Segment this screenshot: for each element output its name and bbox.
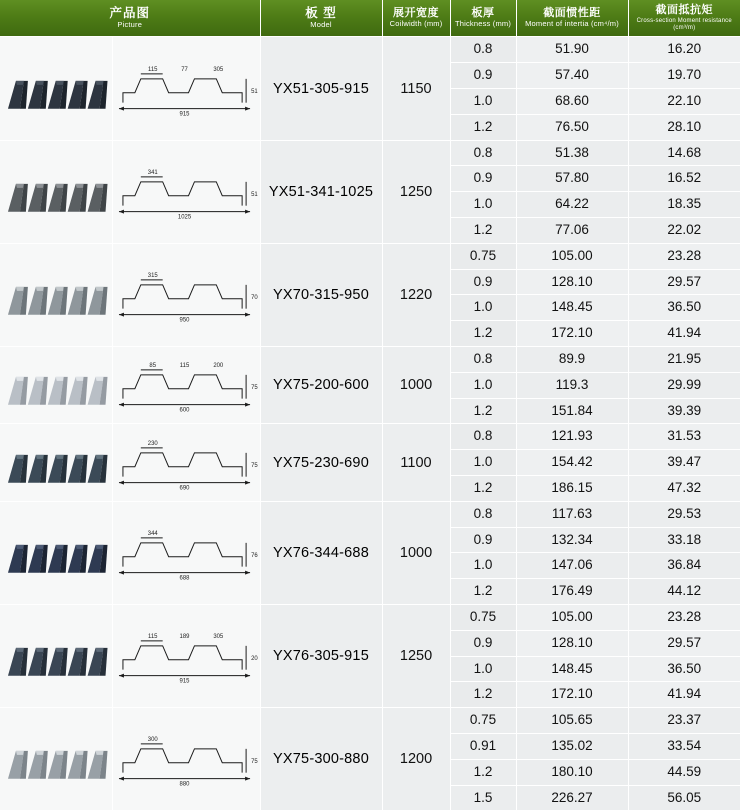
moment-of-inertia-cell: 57.40 (516, 63, 628, 89)
svg-text:880: 880 (179, 782, 189, 789)
svg-text:189: 189 (179, 634, 189, 641)
product-photo (0, 708, 112, 811)
moment-of-inertia-cell: 105.00 (516, 604, 628, 630)
header-thickness (450, 0, 516, 37)
section-modulus-cell: 29.53 (628, 501, 740, 527)
thickness-cell: 0.9 (450, 527, 516, 553)
table-row (0, 346, 740, 372)
header-picture-en: Picture (117, 20, 143, 30)
thickness-cell: 1.0 (450, 372, 516, 398)
svg-text:300: 300 (147, 737, 158, 744)
section-modulus-cell: 56.05 (628, 785, 740, 811)
moment-of-inertia-cell: 154.42 (516, 450, 628, 476)
section-modulus-cell: 18.35 (628, 192, 740, 218)
moment-of-inertia-cell: 176.49 (516, 579, 628, 605)
header-inertia-en: Moment of intertia (cm⁴/m) (525, 19, 619, 29)
section-modulus-cell: 47.32 (628, 475, 740, 501)
coil-width-cell: 1200 (382, 708, 450, 811)
section-modulus-cell: 22.02 (628, 218, 740, 244)
coil-width-cell: 1250 (382, 604, 450, 707)
header-picture (0, 0, 260, 37)
section-modulus-cell: 23.28 (628, 243, 740, 269)
section-modulus-cell: 23.28 (628, 604, 740, 630)
model-cell: YX75-230-690 (260, 424, 382, 501)
svg-text:85: 85 (148, 363, 156, 370)
section-modulus-cell: 44.12 (628, 579, 740, 605)
thickness-cell: 0.8 (450, 501, 516, 527)
table-body (0, 37, 740, 811)
product-photo (0, 243, 112, 346)
svg-text:950: 950 (179, 317, 189, 324)
section-modulus-cell: 16.52 (628, 166, 740, 192)
thickness-cell: 1.0 (450, 553, 516, 579)
svg-text:115: 115 (147, 634, 157, 641)
thickness-cell: 1.5 (450, 785, 516, 811)
header-model-cn: 板 型 (305, 5, 337, 20)
moment-of-inertia-cell: 132.34 (516, 527, 628, 553)
coil-width-cell: 1250 (382, 140, 450, 243)
product-photo (0, 424, 112, 501)
product-photo (0, 604, 112, 707)
section-modulus-cell: 31.53 (628, 424, 740, 450)
thickness-cell: 0.9 (450, 630, 516, 656)
section-modulus-cell: 29.99 (628, 372, 740, 398)
thickness-cell: 0.8 (450, 140, 516, 166)
moment-of-inertia-cell: 148.45 (516, 295, 628, 321)
svg-text:115: 115 (147, 66, 157, 73)
moment-of-inertia-cell: 105.65 (516, 708, 628, 734)
profile-drawing (112, 140, 260, 243)
svg-text:230: 230 (147, 440, 158, 447)
moment-of-inertia-cell: 172.10 (516, 321, 628, 347)
thickness-cell: 0.75 (450, 708, 516, 734)
section-modulus-cell: 21.95 (628, 346, 740, 372)
table-row (0, 424, 740, 450)
model-cell: YX76-305-915 (260, 604, 382, 707)
svg-text:77: 77 (180, 66, 188, 73)
svg-text:75: 75 (250, 385, 258, 392)
svg-text:690: 690 (179, 485, 189, 492)
svg-text:341: 341 (147, 169, 158, 176)
header-picture-cn: 产品图 (109, 5, 151, 20)
section-modulus-cell: 36.50 (628, 656, 740, 682)
header-model (260, 0, 382, 37)
coil-width-cell: 1220 (382, 243, 450, 346)
section-modulus-cell: 36.84 (628, 553, 740, 579)
thickness-cell: 1.2 (450, 579, 516, 605)
svg-text:51: 51 (250, 88, 258, 95)
model-cell: YX51-305-915 (260, 37, 382, 140)
product-photo (0, 140, 112, 243)
section-modulus-cell: 29.57 (628, 630, 740, 656)
moment-of-inertia-cell: 135.02 (516, 733, 628, 759)
product-photo (0, 346, 112, 423)
thickness-cell: 1.2 (450, 682, 516, 708)
thickness-cell: 1.0 (450, 89, 516, 115)
thickness-cell: 1.2 (450, 218, 516, 244)
model-cell: YX75-200-600 (260, 346, 382, 423)
section-modulus-cell: 28.10 (628, 114, 740, 140)
product-photo (0, 501, 112, 604)
section-modulus-cell: 19.70 (628, 63, 740, 89)
moment-of-inertia-cell: 128.10 (516, 630, 628, 656)
header-coil-width-cn: 展开宽度 (393, 6, 440, 19)
model-cell: YX76-344-688 (260, 501, 382, 604)
thickness-cell: 0.9 (450, 269, 516, 295)
profile-drawing (112, 243, 260, 346)
moment-of-inertia-cell: 147.06 (516, 553, 628, 579)
svg-text:51: 51 (250, 191, 258, 198)
svg-text:915: 915 (179, 111, 189, 118)
svg-text:600: 600 (179, 407, 189, 414)
section-modulus-cell: 39.47 (628, 450, 740, 476)
thickness-cell: 0.8 (450, 37, 516, 63)
svg-text:305: 305 (212, 66, 223, 73)
thickness-cell: 1.0 (450, 192, 516, 218)
thickness-cell: 0.9 (450, 166, 516, 192)
coil-width-cell: 1150 (382, 37, 450, 140)
coil-width-cell: 1000 (382, 501, 450, 604)
section-modulus-cell: 22.10 (628, 89, 740, 115)
header-thickness-cn: 板厚 (471, 6, 495, 19)
moment-of-inertia-cell: 148.45 (516, 656, 628, 682)
section-modulus-cell: 29.57 (628, 269, 740, 295)
section-modulus-cell: 14.68 (628, 140, 740, 166)
table-row (0, 140, 740, 166)
section-modulus-cell: 41.94 (628, 321, 740, 347)
moment-of-inertia-cell: 57.80 (516, 166, 628, 192)
product-photo (0, 37, 112, 140)
svg-text:70: 70 (250, 294, 258, 301)
thickness-cell: 0.75 (450, 243, 516, 269)
thickness-cell: 0.8 (450, 424, 516, 450)
moment-of-inertia-cell: 68.60 (516, 89, 628, 115)
thickness-cell: 1.2 (450, 398, 516, 424)
moment-of-inertia-cell: 128.10 (516, 269, 628, 295)
thickness-cell: 1.2 (450, 321, 516, 347)
section-modulus-cell: 44.59 (628, 759, 740, 785)
table-row (0, 604, 740, 630)
header-thickness-en: Thickness (mm) (454, 19, 512, 29)
thickness-cell: 1.0 (450, 295, 516, 321)
moment-of-inertia-cell: 180.10 (516, 759, 628, 785)
thickness-cell: 1.2 (450, 114, 516, 140)
header-inertia-cn: 截面惯性距 (543, 6, 601, 19)
section-modulus-cell: 33.54 (628, 733, 740, 759)
moment-of-inertia-cell: 51.90 (516, 37, 628, 63)
svg-text:688: 688 (179, 575, 189, 582)
coil-width-cell: 1100 (382, 424, 450, 501)
profile-drawing (112, 346, 260, 423)
profile-drawing (112, 424, 260, 501)
header-modulus-en: Cross-section Moment resistance (cm³/m) (636, 17, 732, 31)
svg-text:200: 200 (212, 363, 223, 370)
thickness-cell: 0.75 (450, 604, 516, 630)
moment-of-inertia-cell: 76.50 (516, 114, 628, 140)
profile-drawing (112, 37, 260, 140)
section-modulus-cell: 16.20 (628, 37, 740, 63)
coil-width-cell: 1000 (382, 346, 450, 423)
svg-text:344: 344 (147, 530, 158, 537)
model-cell: YX51-341-1025 (260, 140, 382, 243)
section-modulus-cell: 36.50 (628, 295, 740, 321)
moment-of-inertia-cell: 105.00 (516, 243, 628, 269)
model-cell: YX70-315-950 (260, 243, 382, 346)
moment-of-inertia-cell: 226.27 (516, 785, 628, 811)
svg-text:20: 20 (250, 656, 258, 663)
model-cell: YX75-300-880 (260, 708, 382, 811)
header-section-modulus (628, 0, 740, 37)
svg-text:75: 75 (250, 759, 258, 766)
moment-of-inertia-cell: 186.15 (516, 475, 628, 501)
header-coil-width-en: Coilwidth (mm) (389, 19, 443, 29)
thickness-cell: 1.2 (450, 475, 516, 501)
table-header (0, 0, 740, 37)
table-row (0, 501, 740, 527)
moment-of-inertia-cell: 121.93 (516, 424, 628, 450)
table-row (0, 708, 740, 734)
svg-text:315: 315 (147, 273, 158, 280)
header-moment-of-inertia (516, 0, 628, 37)
section-modulus-cell: 41.94 (628, 682, 740, 708)
profile-drawing (112, 708, 260, 811)
svg-text:76: 76 (250, 552, 258, 559)
table-row (0, 243, 740, 269)
thickness-cell: 1.0 (450, 450, 516, 476)
thickness-cell: 0.9 (450, 63, 516, 89)
thickness-cell: 0.91 (450, 733, 516, 759)
profile-drawing (112, 501, 260, 604)
thickness-cell: 1.2 (450, 759, 516, 785)
svg-text:915: 915 (179, 678, 189, 685)
moment-of-inertia-cell: 151.84 (516, 398, 628, 424)
svg-text:115: 115 (179, 363, 189, 370)
svg-text:75: 75 (250, 462, 258, 469)
svg-text:1025: 1025 (177, 214, 191, 221)
section-modulus-cell: 23.37 (628, 708, 740, 734)
profile-drawing (112, 604, 260, 707)
table-row (0, 37, 740, 63)
header-coil-width (382, 0, 450, 37)
moment-of-inertia-cell: 89.9 (516, 346, 628, 372)
moment-of-inertia-cell: 64.22 (516, 192, 628, 218)
section-modulus-cell: 39.39 (628, 398, 740, 424)
svg-text:305: 305 (212, 634, 223, 641)
section-modulus-cell: 33.18 (628, 527, 740, 553)
moment-of-inertia-cell: 119.3 (516, 372, 628, 398)
moment-of-inertia-cell: 77.06 (516, 218, 628, 244)
thickness-cell: 0.8 (450, 346, 516, 372)
moment-of-inertia-cell: 172.10 (516, 682, 628, 708)
moment-of-inertia-cell: 117.63 (516, 501, 628, 527)
header-modulus-cn: 截面抵抗矩 (655, 4, 714, 16)
moment-of-inertia-cell: 51.38 (516, 140, 628, 166)
thickness-cell: 1.0 (450, 656, 516, 682)
header-model-en: Model (310, 20, 332, 30)
